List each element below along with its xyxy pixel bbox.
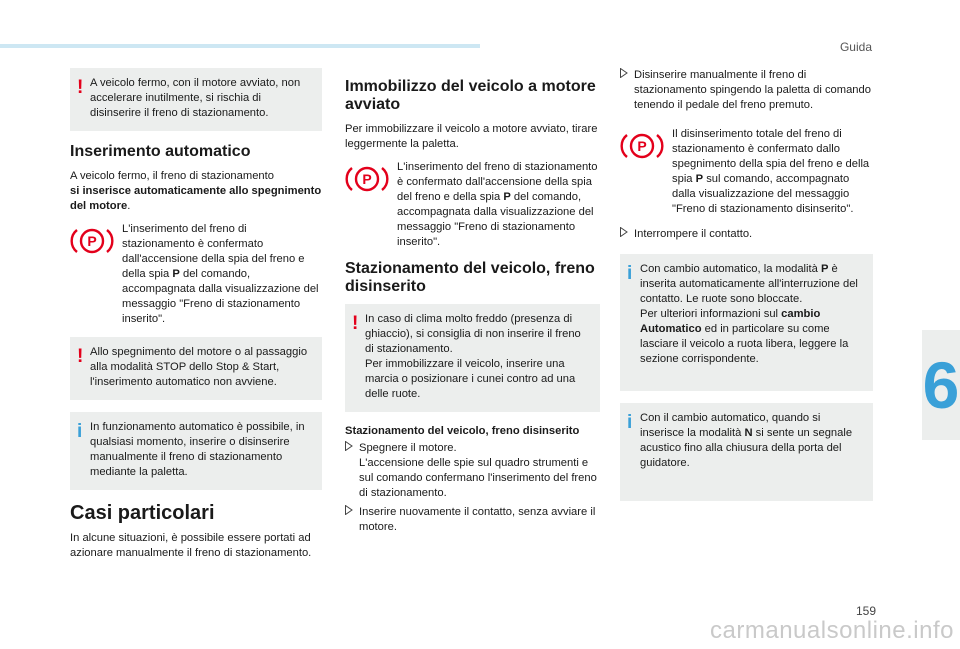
svg-text:P: P <box>362 171 372 187</box>
parking-brake-p-icon <box>620 131 664 161</box>
warning-text: A veicolo fermo, con il motore avviato, non accelerare inutilmente, si rischia di disinserire il freno di stazionamento. <box>90 77 301 119</box>
info-box-automatic-n <box>620 403 873 501</box>
svg-text:P: P <box>637 138 647 154</box>
column-right <box>620 68 873 513</box>
info-bar-icon: i <box>627 412 633 433</box>
paragraph-special-cases: In alcune situazioni, è possibile essere portati ad azionare manualmente il freno di stazionamento. <box>70 532 312 559</box>
list-item: Disinserire manualmente il freno di stazionamento spingendo la paletta di comando tenendo il pedale del freno premuto. <box>620 68 873 113</box>
svg-text:P: P <box>87 233 97 249</box>
exclamation-icon: ! <box>352 313 359 334</box>
info-text: Con il cambio automatico, quando si inserisce la modalità N si sente un segnale acustico fino alla chiusura della porta del guidatore. <box>640 412 853 469</box>
page-number: 159 <box>855 604 876 618</box>
info-text: Con cambio automatico, la modalità P è inserita automaticamente all'interruzione del contatto. Le ruote sono bloccate. Per ulteriori informazioni sul cambio Automatico ed in particolare su come lasciare il veicolo a ruota libera, leggere la sezione corrispondente. <box>640 263 858 365</box>
icon-note-text: Il disinserimento totale del freno di stazionamento è confermato dallo spegnimento della spia del freno e della spia P sul comando, accompagnato dalla visualizzazione del messaggio "Freno di stazionamento disinserito". <box>672 128 870 215</box>
triangle-bullet-icon <box>345 505 359 535</box>
info-bar-icon: i <box>627 263 633 284</box>
parking-brake-p-icon <box>345 164 389 194</box>
triangle-bullet-icon <box>620 227 634 242</box>
header-accent-bar <box>0 44 480 48</box>
icon-note-text: L'inserimento del freno di stazionamento è confermato dall'accensione della spia del freno e della spia P del comando, accompagnata dalla visualizzazione del messaggio "Freno di stazionamento inserito". <box>397 161 598 248</box>
triangle-bullet-icon <box>620 68 634 113</box>
exclamation-icon: ! <box>77 77 84 98</box>
warning-text: Allo spegnimento del motore o al passaggio alla modalità STOP dello Stop & Start, l'inserimento automatico non avviene. <box>90 346 308 388</box>
info-text: In funzionamento automatico è possibile, in qualsiasi momento, inserire o disinserire manualmente il freno di stazionamento mediante la paletta. <box>90 421 305 478</box>
exclamation-icon: ! <box>77 346 84 367</box>
icon-note-immobilize <box>345 160 600 250</box>
heading-parking-released: Stazionamento del veicolo, freno disinserito <box>345 260 595 295</box>
list-item: Interrompere il contatto. <box>620 227 873 242</box>
section-label: Guida <box>839 40 872 54</box>
column-left <box>70 68 322 569</box>
paragraph-immobilize: Per immobilizzare il veicolo a motore avviato, tirare leggermente la paletta. <box>345 123 598 150</box>
warning-box-stop-start <box>70 337 322 400</box>
chapter-tab: 6 <box>922 330 960 440</box>
heading-automatic: Inserimento automatico <box>70 143 251 160</box>
paragraph-automatic: A veicolo fermo, il freno di stazionamento si inserisce automaticamente allo spegnimento del motore. <box>70 170 322 212</box>
warning-text: Per immobilizzare il veicolo, inserire una marcia o posizionare i cunei contro ad una delle ruote. <box>365 358 576 400</box>
list-item: Spegnere il motore. L'accensione delle spie sul quadro strumenti e sul comando confermano l'inserimento del freno di stazionamento. <box>345 441 600 501</box>
parking-brake-p-icon <box>70 226 114 256</box>
warning-box-idle <box>70 68 322 131</box>
watermark: carmanualsonline.info <box>710 617 954 644</box>
info-box-manual <box>70 412 322 490</box>
list-item: Inserire nuovamente il contatto, senza avviare il motore. <box>345 505 600 535</box>
subheading-procedure: Stazionamento del veicolo, freno disinserito <box>345 425 580 437</box>
warning-text: In caso di clima molto freddo (presenza di ghiaccio), si consiglia di non inserire il freno di stazionamento. <box>365 313 581 355</box>
info-box-automatic-p <box>620 254 873 391</box>
triangle-bullet-icon <box>345 441 359 501</box>
heading-special-cases: Casi particolari <box>70 502 215 524</box>
column-middle <box>345 68 600 539</box>
icon-note-text: L'inserimento del freno di stazionamento è confermato dall'accensione della spia del freno e della spia P del comando, accompagnata dalla visualizzazione del messaggio "Freno di stazionamento inserito". <box>122 223 319 325</box>
icon-note-engage <box>70 222 322 327</box>
warning-box-cold <box>345 304 600 412</box>
heading-immobilize: Immobilizzo del veicolo a motore avviato <box>345 78 596 113</box>
info-bar-icon: i <box>77 421 83 442</box>
icon-note-release <box>620 127 873 217</box>
